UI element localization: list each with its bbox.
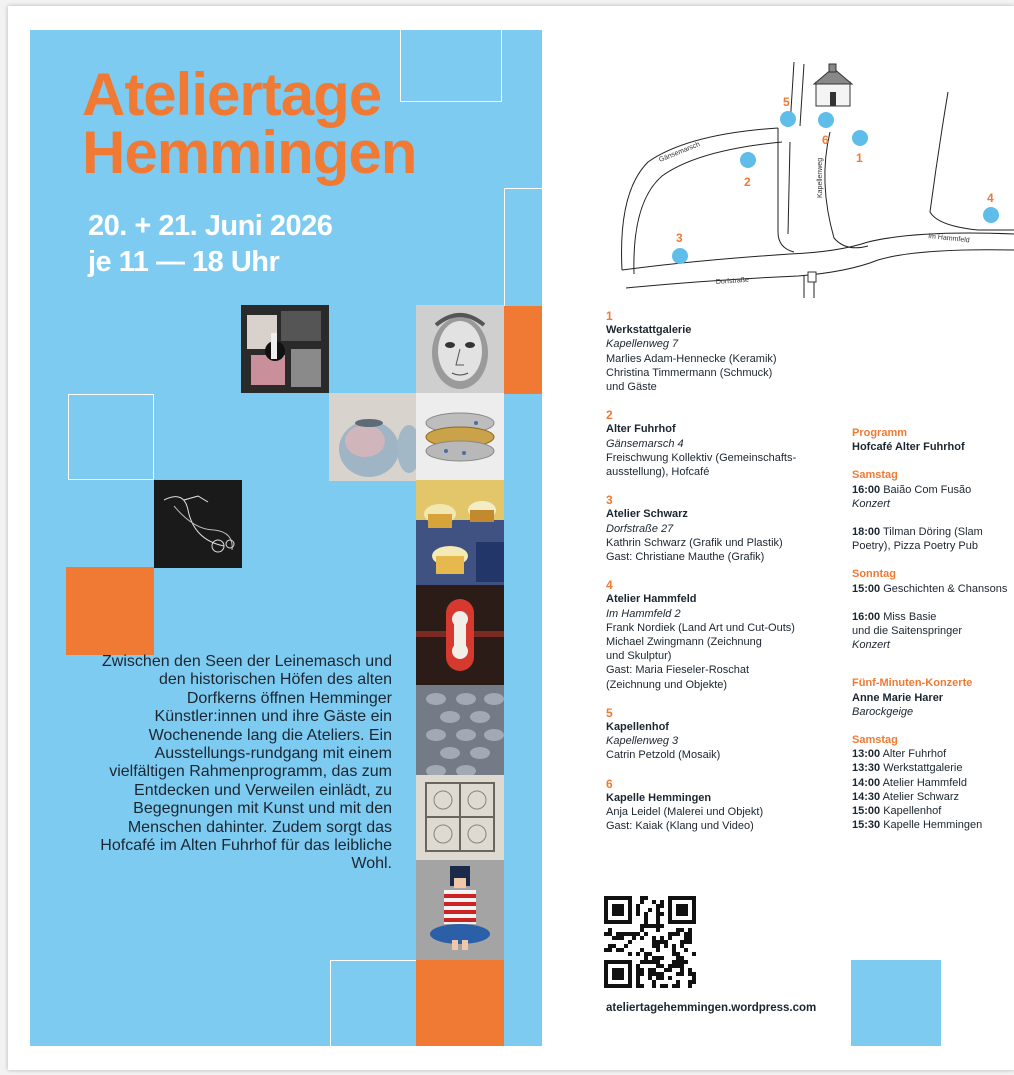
- poster-title: [82, 61, 417, 186]
- program-heading: Programm: [852, 427, 908, 439]
- map-number-2: 2: [744, 175, 751, 189]
- map-marker-2[interactable]: [740, 152, 756, 168]
- orange-square: [504, 306, 542, 394]
- location-entry-1: 1 Werkstattgalerie Kapellenweg 7 Marlies Adam-Hennecke (Keramik) Christina Timmermann (Schmuck) und Gäste: [606, 309, 777, 394]
- street-label-gaensemarsch: Gänsemarsch: [658, 141, 702, 164]
- map-marker-3[interactable]: [672, 248, 688, 264]
- date-line-2: je 11 — 18 Uhr: [88, 246, 280, 278]
- outline-square: [68, 394, 154, 480]
- five-min-slot: 13:00 Alter Fuhrhof: [852, 748, 947, 761]
- outline-square: [504, 188, 542, 308]
- map-marker-5[interactable]: [780, 111, 796, 127]
- orange-square: [66, 567, 154, 655]
- map-number-6: 6: [822, 133, 829, 147]
- program-event: 16:00 Baião Com Fusão: [852, 483, 972, 496]
- program-event: 18:00 Tilman Döring (Slam: [852, 526, 983, 539]
- map-number-3: 3: [676, 231, 683, 245]
- five-min-heading: Fünf-Minuten-Konzerte: [852, 677, 973, 690]
- program-sunday-label: Sonntag: [852, 568, 896, 581]
- program-saturday-label: Samstag: [852, 469, 898, 482]
- location-entry-6: 6 Kapelle Hemmingen Anja Leidel (Malerei und Objekt) Gast: Kaiak (Klang und Video): [606, 776, 764, 833]
- five-min-slot: 15:30 Kapelle Hemmingen: [852, 819, 983, 832]
- date-line-1: 20. + 21. Juni 2026: [88, 210, 333, 242]
- engraved-panel-image: [416, 775, 504, 860]
- village-map: [578, 62, 1014, 302]
- program-event: 16:00 Miss Basie: [852, 610, 937, 623]
- map-number-5: 5: [783, 95, 790, 109]
- red-object-image: [416, 585, 504, 685]
- blue-square: [851, 960, 941, 1046]
- portrait-drawing-image: [416, 305, 504, 393]
- locations-list: [606, 309, 846, 848]
- map-number-1: 1: [856, 151, 863, 165]
- website-link[interactable]: ateliertagehemmingen.wordpress.com: [606, 1002, 817, 1014]
- event-dates: [88, 208, 332, 280]
- qr-code[interactable]: [604, 896, 696, 993]
- outline-square: [330, 960, 420, 1046]
- map-number-4: 4: [987, 191, 994, 205]
- program-event: 15:00 Geschichten & Chansons: [852, 582, 1008, 595]
- line-drawing-image: [154, 480, 242, 568]
- street-label-kapellenweg: Kapellenweg: [817, 157, 824, 198]
- program-venue: Hofcafé Alter Fuhrhof: [852, 441, 965, 454]
- ceramic-vases-image: [329, 393, 417, 481]
- program-column: Programm Hofcafé Alter Fuhrhof Samstag 16:00 Baião Com Fusão Konzert 18:00 Tilman Döring (Slam Poetry), Pizza Poetry Pub Sonntag 15:00 Geschichten & Chansons 16:00 Miss Basie und die Saitenspringer Konzert Fünf-Minuten-Konzerte Anne Marie Harer Barockgeige Samstag 13:00 Alter Fuhrhof 13:30 Werkstattgalerie 14:00 Atelier Hammfeld 14:30 Atelier Schwarz 15:00 Kapellenhof 15:30 Kapelle Hemmingen: [852, 426, 1012, 832]
- five-min-slot: 13:30 Werkstattgalerie: [852, 762, 963, 775]
- cupcakes-painting-image: [416, 480, 504, 585]
- location-entry-5: 5 Kapellenhof Kapellenweg 3 Catrin Petzold (Mosaik): [606, 705, 721, 762]
- five-min-slot: 14:30 Atelier Schwarz: [852, 790, 960, 803]
- chapel-icon: [814, 64, 852, 106]
- title-line-2: Hemmingen: [82, 119, 417, 186]
- five-min-performer: Anne Marie Harer: [852, 691, 944, 704]
- street-label-dorfstrasse: Dorfstraße: [715, 276, 750, 286]
- orange-square: [416, 960, 504, 1046]
- intro-text: Zwischen den Seen der Leinemasch und den historischen Höfen des alten Dorfkerns öffnen Hemminger Künstler:innen und ihre Gäste ein Wochenende lang die Ateliers. Ein Ausstellungs-rundgang mit einem vielfältigen Rahmenprogramm, das zum Entdecken und Verweilen einlädt, zu Begegnungen mit Kunst und mit den Menschen dahinter. Zudem sorgt das Hofcafé im Alten Fuhrhof für das leibliche Wohl.: [100, 653, 392, 873]
- map-marker-4[interactable]: [983, 207, 999, 223]
- title-line-1: Ateliertage: [82, 61, 382, 128]
- silver-rings-image: [416, 393, 504, 481]
- location-entry-3: 3 Atelier Schwarz Dorfstraße 27 Kathrin Schwarz (Grafik und Plastik) Gast: Christiane Mauthe (Grafik): [606, 493, 783, 564]
- map-marker-1[interactable]: [852, 130, 868, 146]
- mosaic-figure-image: [416, 860, 504, 960]
- street-label-im-hammfeld: Im Hammfeld: [927, 233, 970, 245]
- location-entry-4: 4 Atelier Hammfeld Im Hammfeld 2 Frank Nordiek (Land Art und Cut-Outs) Michael Zwingmann (Zeichnung und Skulptur) Gast: Maria Fieseler-Roschat (Zeichnung und Objekte): [606, 578, 795, 691]
- artwork-collage-image: [241, 305, 329, 393]
- bus-stop-icon: [808, 272, 816, 282]
- five-min-slot: 14:00 Atelier Hammfeld: [852, 776, 967, 789]
- location-entry-2: 2 Alter Fuhrhof Gänsemarsch 4 Freischwung Kollektiv (Gemeinschafts- ausstellung), Hofcafé: [606, 408, 797, 479]
- map-marker-6[interactable]: [818, 112, 834, 128]
- five-min-slot: 15:00 Kapellenhof: [852, 805, 942, 818]
- woven-braid-image: [416, 685, 504, 775]
